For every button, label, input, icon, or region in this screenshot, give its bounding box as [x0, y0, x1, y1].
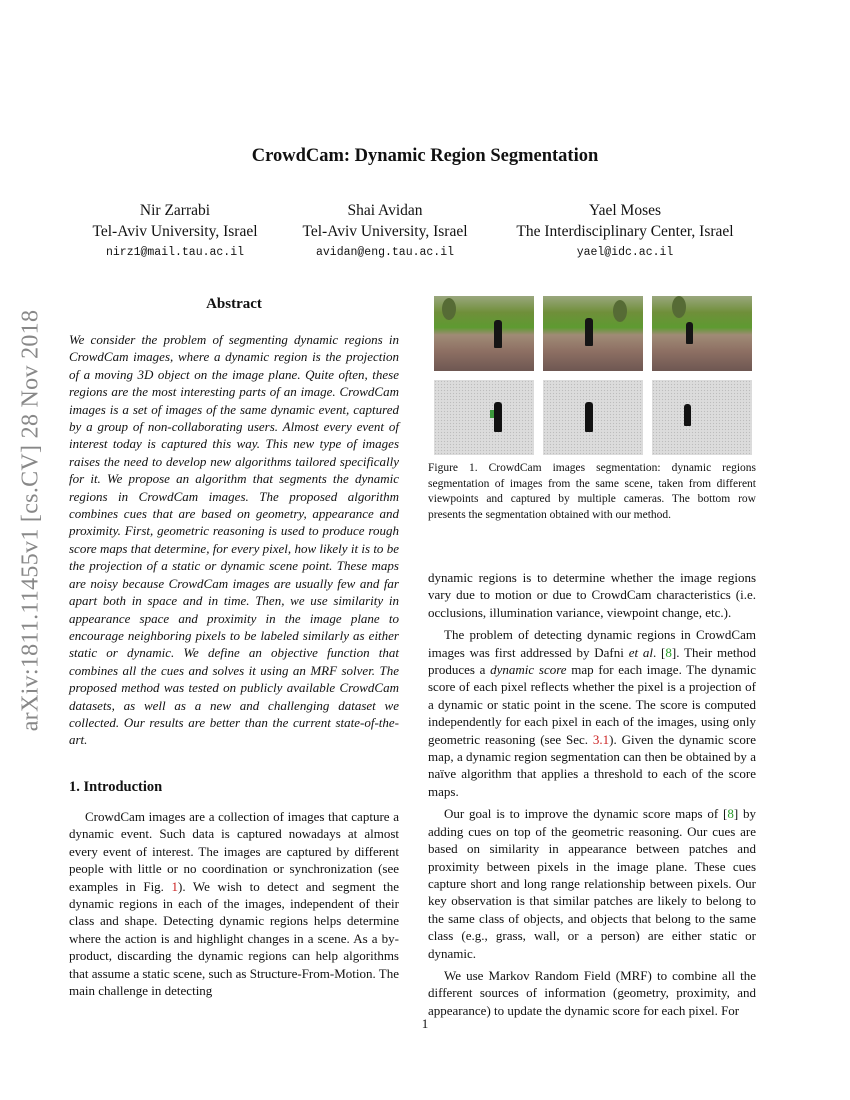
segmentation-mask: [543, 380, 643, 455]
figure-ref-link[interactable]: 1: [171, 878, 178, 894]
author-name: Nir Zarrabi: [139, 202, 211, 219]
scene-photo: [434, 296, 534, 371]
author-email: yael@idc.ac.il: [576, 246, 674, 259]
abstract-text: We consider the problem of segmenting dynamic regions in CrowdCam images, where a dynamic region is the projection of a moving 3D object on the image plane. Quite often, these regions are the most interesting parts of an image. CrowdCam images is a set of images of the same dynamic event, captured by a group of non-collaborating users. Almost every event of interest today is captured this way. This new type of images raises the need to develop new algorithms tailored specifically for it. We propose an algorithm that segments the dynamic regions in CrowdCam images. The proposed algorithm combines cues that are based on geometry, appearance and proximity. First, geometric reasoning is used to produce rough score maps that determine, for every pixel, how likely it is to be the projection of a static or dynamic scene point. These maps are noisy because CrowdCam images are usually few and far apart both in space and in time. Then, we use similarity in appearance space and proximity in the image plane to encourage neighboring pixels to be labeled similarly as either static or dynamic. We define an objective function that combines all the cues and solves it using an MRF solver. The proposed method was tested on publicly available CrowdCam datasets, as well as a new and challenging dataset we collected. Our results are better than the current state-of-the-art.: [69, 332, 399, 748]
author-affiliation: Tel-Aviv University, Israel: [302, 223, 468, 240]
person-figure: [686, 322, 693, 344]
paragraph: CrowdCam images are a collection of images that capture a dynamic event. Such data is captured nowadays at almost every event of interest. The images are captured by different people with little or no coordination or synchronization (see examples in Fig. 1). We wish to detect and segment the dynamic regions in each of the images, independent of their class and shape. Detecting dynamic regions helps determine where the action is and highlight changes in a scene. As a by-product, discarding the dynamic regions can help algorithms that assume a static scene, such as Structure-From-Motion. The main challenge in detecting: [69, 809, 399, 999]
person-figure: [585, 318, 593, 346]
figure-1-caption: Figure 1. CrowdCam images segmentation: dynamic regions segmentation of images from the same scene, taken from different viewpoints and captured by multiple cameras. The bottom row presents the segmentation obtained with our method.: [428, 462, 756, 522]
author-name: Shai Avidan: [347, 202, 423, 219]
scene-photo: [543, 296, 643, 371]
person-figure: [494, 320, 502, 348]
abstract-body: [69, 331, 399, 749]
introduction-body: [69, 808, 399, 999]
paragraph: The problem of detecting dynamic regions in CrowdCam images was first addressed by Dafni et al. [8]. Their method produces a dynamic score map for each image. The dynamic score of each pixel reflects whether the pixel is a projection of a dynamic or static point in the scene. The score is computed independently for each pixel in each of the images, using only geometric reasoning (see Sec. 3.1). Given the dynamic score map, a dynamic region segmentation can then be obtained by a naïve algorithm that applies a threshold to each of the score maps.: [428, 627, 756, 799]
author-block: [290, 200, 480, 264]
segmentation-mask: [652, 380, 752, 455]
person-mask: [494, 402, 502, 432]
segmentation-mask: [434, 380, 534, 455]
arxiv-stamp: [10, 285, 52, 755]
author-affiliation: The Interdisciplinary Center, Israel: [516, 223, 734, 240]
person-mask: [684, 404, 691, 426]
paper-title: CrowdCam: Dynamic Region Segmentation: [251, 146, 599, 166]
citation-link[interactable]: 8: [727, 806, 734, 822]
paragraph: We use Markov Random Field (MRF) to combine all the different sources of information (geometry, proximity, and appearance) to update the dynamic score for each pixel. For: [428, 967, 756, 1018]
arxiv-stamp-text: arXiv:1811.11455v1 [cs.CV] 28 Nov 2018: [17, 309, 44, 731]
author-block: [497, 200, 753, 264]
author-affiliation: Tel-Aviv University, Israel: [92, 223, 258, 240]
section-ref-link[interactable]: 3.1: [592, 731, 610, 747]
figure-1: [434, 296, 752, 456]
citation-link[interactable]: 8: [665, 644, 672, 660]
abstract-heading: Abstract: [206, 296, 262, 312]
paragraph: Our goal is to improve the dynamic score maps of [8] by adding cues on top of the geometric reasoning. Our cues are based on similarity in appearance between patches and proximity between pixels in the image plane. These cues capture short and long range relationship between pixels. Our key observation is that similar patches are likely to belong to the same class of objects, and objects that belong to the same class (e.g., grass, wall, or a person) are either static or dynamic.: [428, 806, 756, 961]
scene-photo: [652, 296, 752, 371]
author-block: [60, 200, 290, 264]
author-name: Yael Moses: [588, 202, 662, 219]
author-email: nirz1@mail.tau.ac.il: [105, 246, 245, 259]
paragraph: dynamic regions is to determine whether the image regions vary due to motion or due to CrowdCam characteristics (i.e. occlusions, illumination variance, viewpoint change, etc.).: [428, 570, 756, 620]
page-number: 1: [421, 1016, 429, 1031]
section-heading-introduction: 1. Introduction: [69, 779, 163, 795]
right-column-body: [428, 569, 756, 1019]
author-email: avidan@eng.tau.ac.il: [315, 246, 455, 259]
person-mask: [585, 402, 593, 432]
